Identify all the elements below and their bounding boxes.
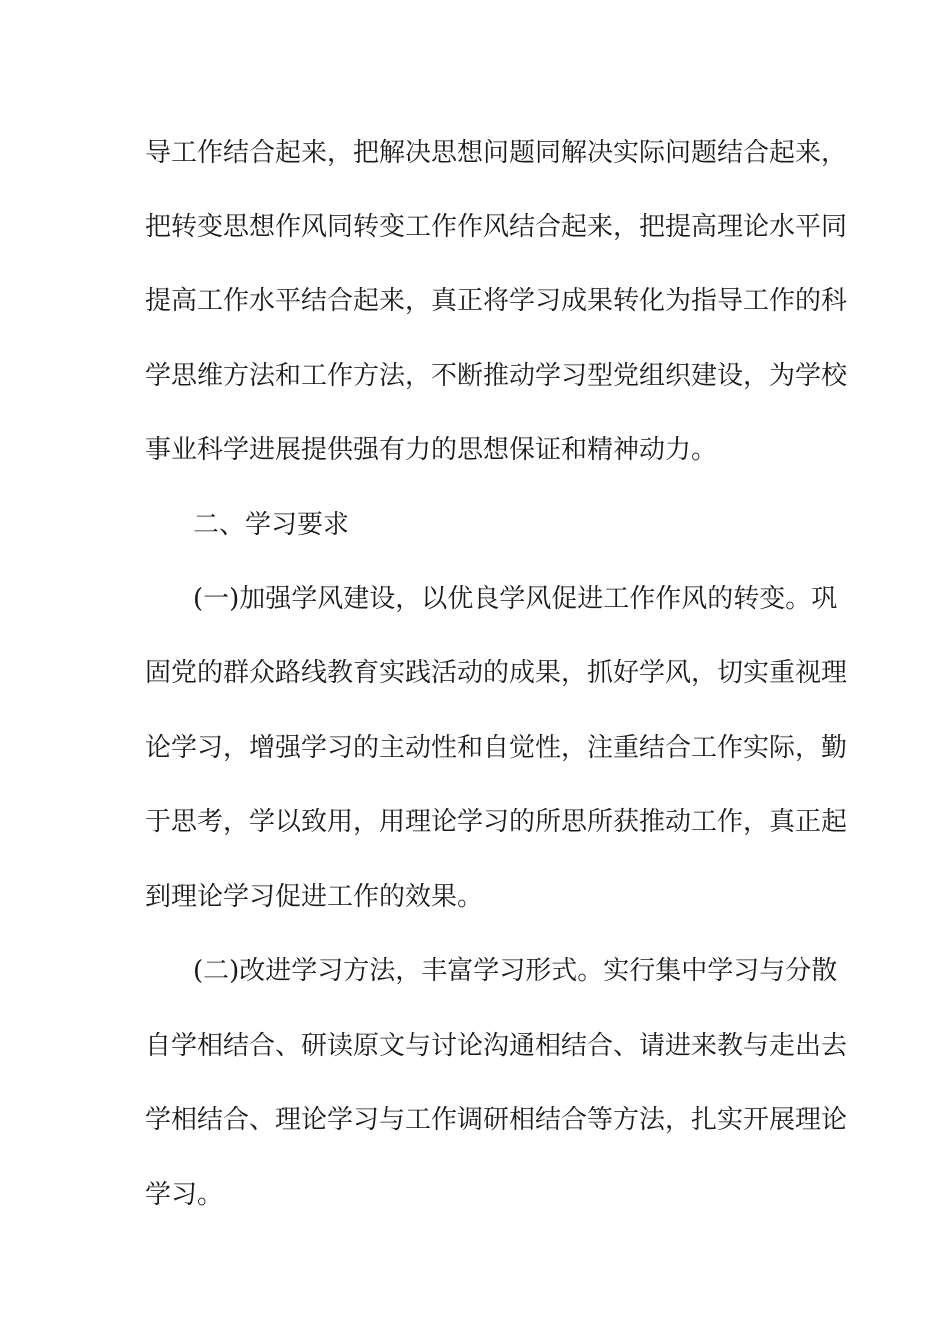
paragraph-line: 论学习，增强学习的主动性和自觉性，注重结合工作实际，勤 <box>145 733 848 763</box>
paragraph-line: 学思维方法和工作方法，不断推动学习型党组织建设，为学校 <box>145 361 848 391</box>
paragraph-line: (一)加强学风建设，以优良学风促进工作作风的转变。巩 <box>193 584 838 614</box>
paragraph-line: 事业科学进展提供强有力的思想保证和精神动力。 <box>145 435 718 465</box>
paragraph-line: (二)改进学习方法，丰富学习形式。实行集中学习与分散 <box>193 956 838 986</box>
paragraph-line: 导工作结合起来，把解决思想问题同解决实际问题结合起来， <box>145 138 848 168</box>
paragraph-line: 学习。 <box>145 1180 224 1210</box>
paragraph-line: 到理论学习促进工作的效果。 <box>145 882 484 912</box>
paragraph-line: 提高工作水平结合起来，真正将学习成果转化为指导工作的科 <box>145 286 848 316</box>
paragraph-line: 固党的群众路线教育实践活动的成果，抓好学风，切实重视理 <box>145 658 848 688</box>
section-heading: 二、学习要求 <box>193 510 350 540</box>
paragraph-line: 自学相结合、研读原文与讨论沟通相结合、请进来教与走出去 <box>145 1031 848 1061</box>
paragraph-line: 学相结合、理论学习与工作调研相结合等方法，扎实开展理论 <box>145 1105 848 1135</box>
paragraph-line: 把转变思想作风同转变工作作风结合起来，把提高理论水平同 <box>145 212 848 242</box>
paragraph-line: 于思考，学以致用，用理论学习的所思所获推动工作，真正起 <box>145 807 848 837</box>
